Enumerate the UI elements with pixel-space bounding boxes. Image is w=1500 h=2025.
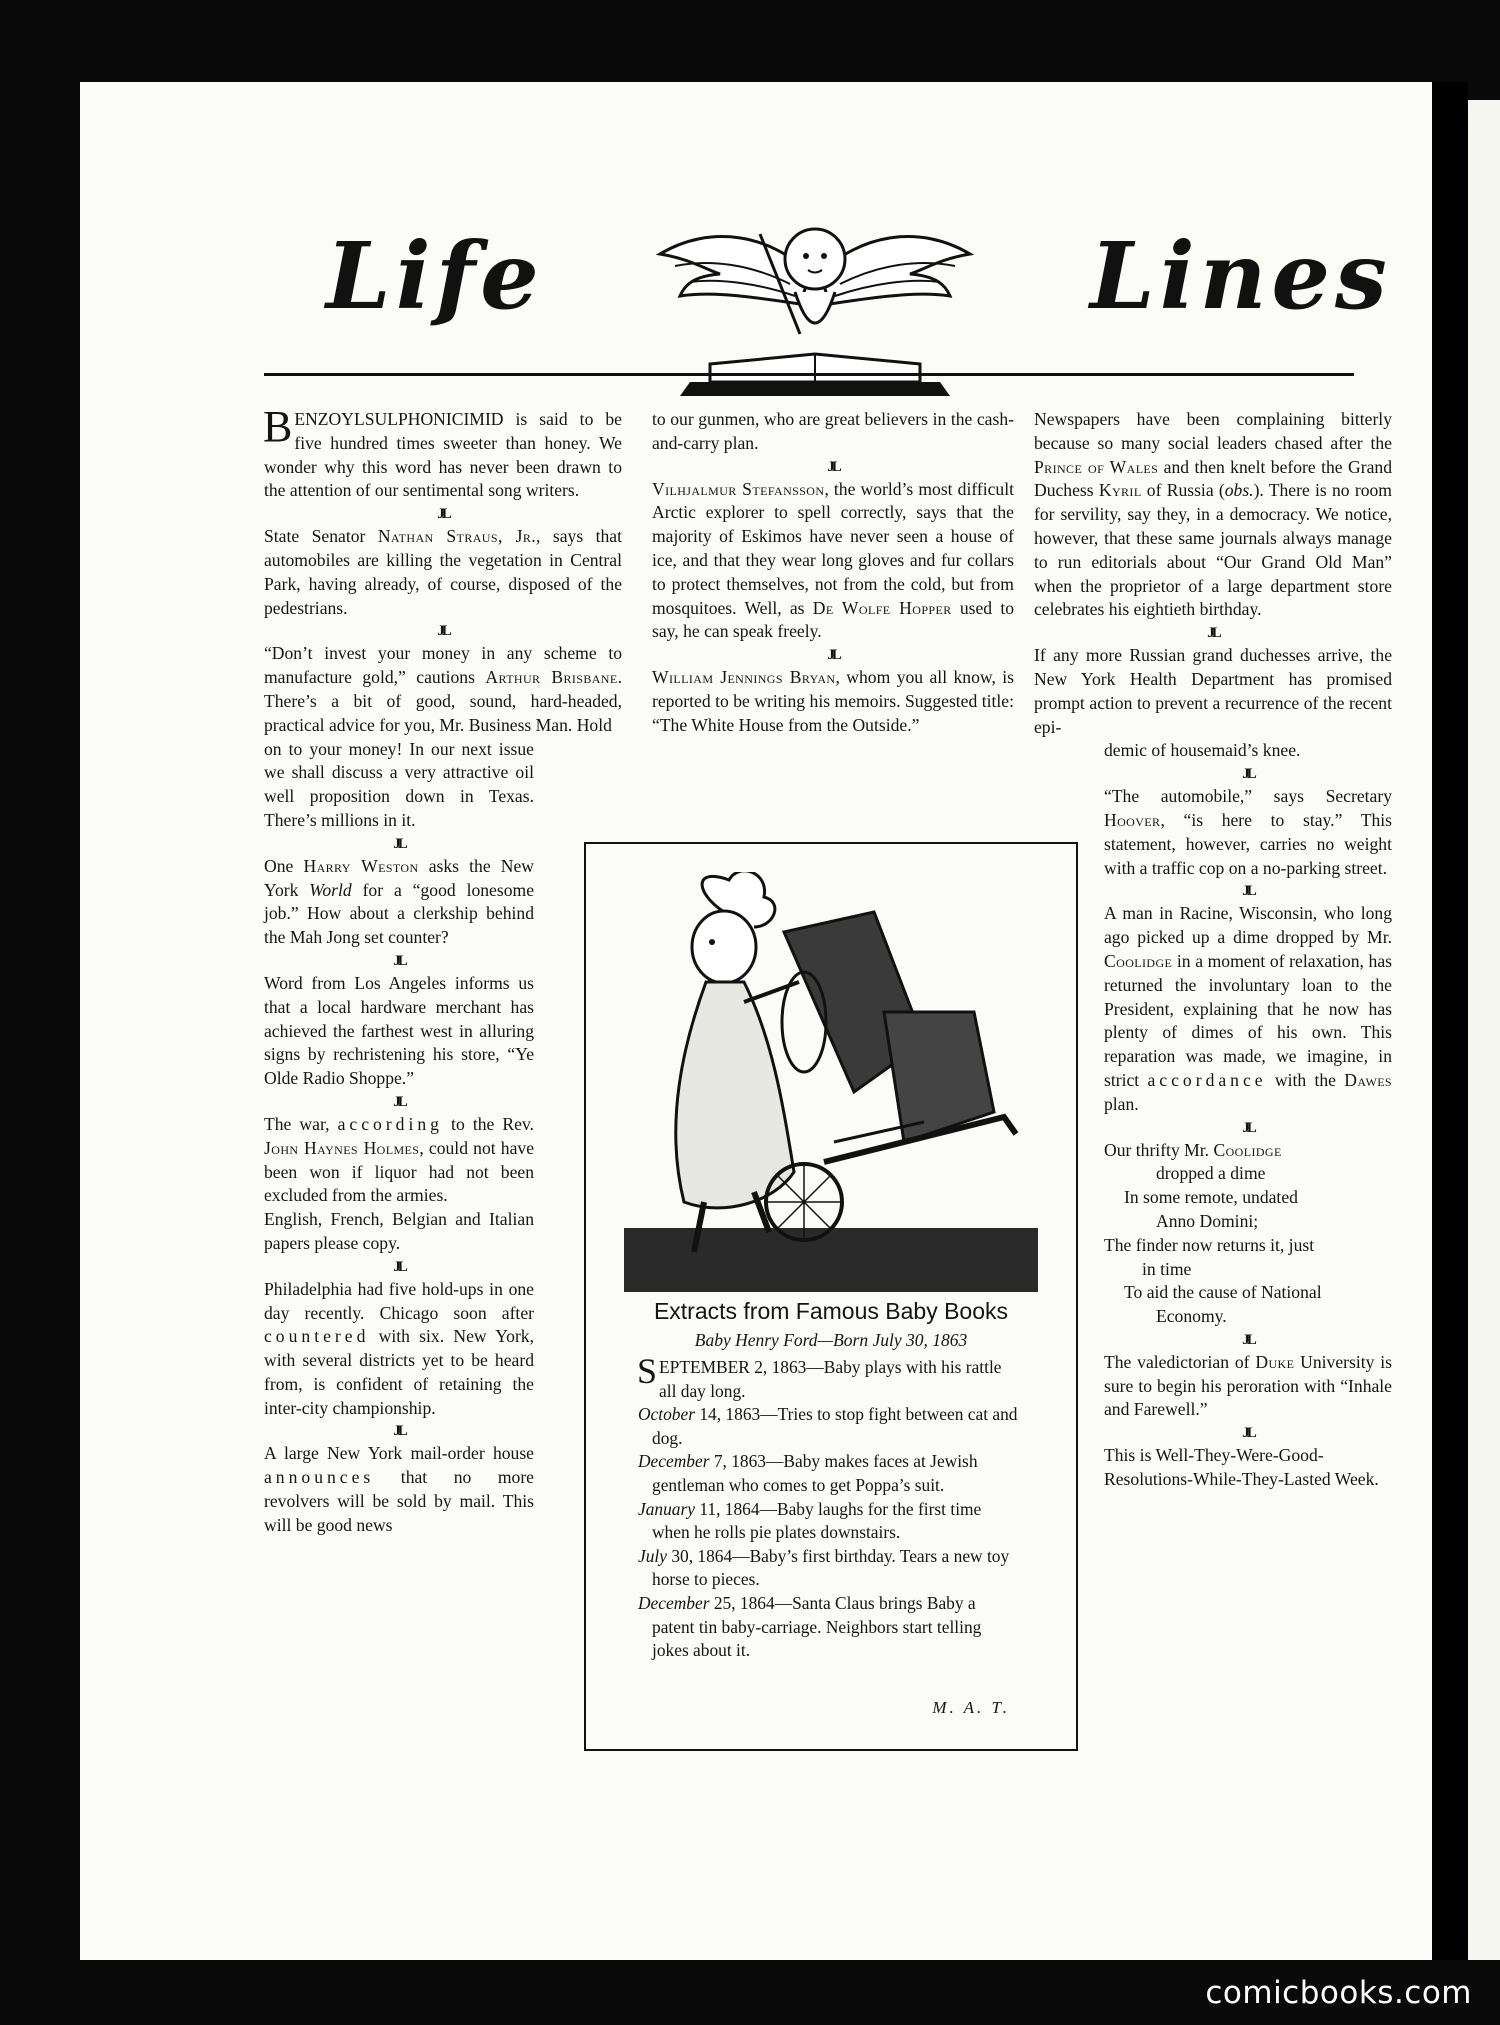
text-run: on to your money! In our next issue we shall discuss a very attractive oil well proposition down in Texas. There’s millions in it.: [264, 738, 534, 830]
paragraph-brisbane: [264, 642, 622, 737]
text-run: English, French, Belgian and Italian papers please copy.: [264, 1209, 534, 1253]
person-name: Kyril: [1098, 480, 1142, 501]
entry-text: —Santa Claus brings Baby a patent tin baby-carriage. Neighbors start telling jokes about it.: [652, 1592, 982, 1661]
spaced-word: announces: [264, 1467, 375, 1488]
person-name: De Wolfe Hopper: [812, 597, 952, 618]
text-run: This is Well-They-Were-Good-Resolutions-While-They-Lasted Week.: [1104, 1445, 1379, 1490]
entry-day-year: 11, 1864: [695, 1498, 760, 1519]
ornament: JL: [827, 647, 839, 664]
text-run: The war,: [264, 1113, 338, 1134]
entry-text: —Baby plays with his rattle all day long.: [659, 1357, 1002, 1401]
page-gutter: [1432, 82, 1468, 1960]
text-run: in a moment of relaxation, has returned the involuntary loan to the President, explaining that he now has plenty of dimes of his own. This reparation was made, we imagine, in strict: [1104, 950, 1392, 1090]
ornament: JL: [1242, 1119, 1254, 1136]
column-1: [263, 402, 622, 1538]
text-run: The valedictorian of: [1104, 1351, 1256, 1372]
newspaper-name: World: [309, 879, 352, 900]
entry-5: [638, 1545, 1022, 1592]
entry-6: [638, 1592, 1022, 1663]
person-name: Dawes: [1344, 1069, 1393, 1090]
poem-line: Anno Domini;: [1156, 1210, 1259, 1231]
masthead-rule: [264, 373, 1354, 376]
entry-month: October: [638, 1404, 695, 1425]
ornament: JL: [393, 952, 405, 969]
paragraph-stefansson: [652, 478, 1014, 645]
box-title: Extracts from Famous Baby Books: [653, 1298, 1009, 1324]
entry-day-year: 7, 1863: [709, 1451, 766, 1472]
entry-text: —Baby makes faces at Jewish gentleman who comes to get Poppa’s suit.: [652, 1451, 978, 1495]
site-watermark: comicbooks.com: [1205, 1975, 1472, 2011]
box-signature: M. A. T.: [932, 1698, 1010, 1717]
entry-text: —Baby’s first birthday. Tears a new toy horse to pieces.: [652, 1545, 1010, 1590]
person-name: Coolidge: [1213, 1139, 1282, 1160]
paragraph-gunmen: [652, 408, 1014, 456]
poem-line: dropped a dime: [1156, 1163, 1266, 1184]
ornament: JL: [1242, 1331, 1254, 1348]
baby-books-box: [584, 842, 1078, 1751]
spaced-word: accordance: [1147, 1069, 1267, 1090]
text-run: “The automobile,” says Secretary: [1104, 786, 1392, 807]
entry-4: [638, 1498, 1022, 1545]
ornament: JL: [393, 835, 405, 852]
person-name: Hoover: [1104, 809, 1161, 830]
paragraph-benzoyl: [263, 402, 622, 503]
entry-text: —Baby laughs for the first time when he rolls pie plates downstairs.: [652, 1498, 982, 1543]
text-run: to the Rev.: [442, 1113, 534, 1134]
paragraph-hoover: [1034, 785, 1392, 880]
ornament: JL: [393, 1423, 405, 1440]
drop-cap: B: [263, 402, 293, 451]
text-run: , could not have been won if liquor had not been excluded from the armies.: [264, 1137, 534, 1206]
entry-2: [638, 1403, 1022, 1450]
paragraph-straus: [264, 525, 622, 620]
text-run: used to say, he can speak freely.: [652, 597, 1015, 642]
drop-cap: S: [637, 1351, 658, 1391]
entry-day-year: 14, 1863: [695, 1404, 761, 1425]
text-run: State Senator: [264, 526, 378, 547]
person-name: Arthur Brisbane: [485, 667, 618, 688]
entry-date: EPTEMBER 2, 1863: [659, 1357, 807, 1377]
ornament: JL: [393, 1093, 405, 1110]
text-run: demic of housemaid’s knee.: [1104, 740, 1301, 761]
masthead-left-word: Life: [326, 222, 544, 330]
baby-book-entries: [637, 1351, 1022, 1663]
person-name: Nathan Straus, Jr.: [377, 526, 537, 547]
poem-line: In some remote, undated: [1124, 1187, 1298, 1208]
poem-line: [1104, 1139, 1392, 1163]
paragraph-holmes: [264, 1113, 534, 1208]
paragraph-papers: [264, 1208, 534, 1256]
text-run: plan.: [1104, 1093, 1139, 1114]
person-name: Duke: [1255, 1351, 1295, 1372]
text-run: Newspapers have been complaining bitterly because so many social leaders chased after the: [1034, 409, 1392, 453]
text-run: , “is here to stay.” This statement, however, carries no weight with a traffic cop on a no-parking street.: [1104, 809, 1392, 878]
text-run: to our gunmen, who are great believers in the cash-and-carry plan.: [652, 409, 1014, 453]
text-run: Philadelphia had five hold-ups in one day recently. Chicago soon after: [264, 1278, 534, 1323]
paragraph-los-angeles: [264, 972, 534, 1091]
text-run: Word from Los Angeles informs us that a local hardware merchant has achieved the farthest west in alluring signs by rechristening his store, “Ye Olde Radio Shoppe.”: [264, 972, 534, 1089]
spaced-word: countered: [264, 1326, 370, 1347]
ornament: JL: [827, 458, 839, 475]
column-2: [652, 408, 1014, 738]
paragraph-bryan: [652, 666, 1014, 737]
person-name: William Jennings Bryan: [652, 667, 836, 688]
text-run: of Russia (: [1141, 480, 1225, 501]
person-name: Coolidge: [1104, 950, 1173, 971]
entry-month: December: [638, 1451, 710, 1472]
paragraph-weston: [264, 855, 534, 950]
ornament: JL: [437, 506, 449, 523]
poem-line: The finder now returns it, just: [1104, 1234, 1315, 1255]
magazine-page: [80, 82, 1432, 1960]
entry-text: —Tries to stop fight between cat and dog.: [652, 1404, 1018, 1448]
text-run: asks the New York: [264, 855, 534, 900]
text-run: A large New York mail-order house: [264, 1443, 534, 1464]
paragraph-racine: [1034, 902, 1392, 1116]
text-run: that no more revolvers will be sold by mail. This will be good news: [264, 1467, 534, 1535]
ornament: JL: [1207, 625, 1219, 642]
paragraph-holdups: [264, 1278, 534, 1421]
person-name: Harry Weston: [303, 855, 419, 876]
text-run: “Don’t invest your money in any scheme to manufacture gold,” cautions: [264, 643, 622, 688]
italic-word: obs.: [1224, 480, 1254, 501]
text-run: University is sure to begin his peroration with “Inhale and Farewell.”: [1104, 1351, 1392, 1420]
entry-month: December: [638, 1592, 710, 1613]
poem-line: To aid the cause of National: [1124, 1282, 1322, 1303]
ornament: JL: [1242, 883, 1254, 900]
masthead-right-word: Lines: [1090, 222, 1392, 330]
text-run: A man in Racine, Wisconsin, who long ago picked up a dime dropped by Mr.: [1104, 903, 1392, 948]
entry-day-year: 25, 1864: [709, 1592, 775, 1613]
text-run: with the: [1266, 1069, 1345, 1090]
ornament: JL: [393, 1258, 405, 1275]
paragraph-duchesses: [1034, 644, 1392, 739]
entry-1: [637, 1351, 1022, 1403]
paragraph-resolutions: [1034, 1444, 1392, 1492]
poem-line: Economy.: [1156, 1306, 1227, 1327]
coolidge-poem: [1034, 1139, 1392, 1329]
person-name: Vilhjalmur Stefansson: [652, 478, 825, 499]
paragraph-duke: [1034, 1351, 1392, 1422]
ornament: JL: [437, 623, 449, 640]
text-run: , whom you all know, is reported to be writing his memoirs. Suggested title: “The White House from the Outside.”: [652, 667, 1014, 735]
text-run: If any more Russian grand duchesses arrive, the New York Health Department has promised prompt action to prevent a recurrence of the recent epi-: [1034, 645, 1392, 737]
text-run: , says that automobiles are killing the vegetation in Central Park, having already, of course, disposed of the pedestrians.: [264, 526, 622, 618]
column-3: [1034, 408, 1392, 1492]
text-run: . There’s a bit of good, sound, hard-headed, practical advice for you, Mr. Business Man. Hold: [264, 667, 622, 735]
ornament: JL: [1242, 766, 1254, 783]
spaced-word: according: [337, 1113, 443, 1134]
ornament: JL: [1242, 1425, 1254, 1442]
paragraph-newspapers: [1034, 408, 1392, 622]
paragraph-duchesses-cont: [1034, 739, 1392, 763]
entry-month: January: [638, 1498, 695, 1519]
text-run: One: [264, 855, 304, 876]
text-run: , the world’s most difficult Arctic explorer to spell correctly, says that the majority of Eskimos have never seen a house of ice, and that they wear long gloves and fur collars to protect themselves, not from the cold, but from mosquitoes. Well, as: [652, 478, 1015, 618]
text-run: Our thrifty Mr.: [1104, 1139, 1214, 1160]
paragraph-mail-order: [264, 1442, 534, 1537]
facing-page-edge: [1468, 100, 1500, 1960]
entry-3: [638, 1450, 1022, 1497]
paragraph-brisbane-cont: [264, 738, 534, 833]
box-subtitle: Baby Henry Ford—Born July 30, 1863: [694, 1330, 968, 1350]
person-name: John Haynes Holmes: [264, 1137, 420, 1158]
baby-with-carriage-illustration: [624, 872, 1038, 1292]
text-run: with six. New York, with several districts yet to be heard from, is confident of retaining the inter-city championship.: [264, 1326, 534, 1418]
poem-line: in time: [1142, 1258, 1192, 1279]
text-run: and then knelt before the Grand Duchess: [1034, 456, 1392, 501]
text-run: for a “good lonesome job.” How about a clerkship behind the Mah Jong set counter?: [264, 879, 535, 948]
entry-day-year: 30, 1864: [666, 1545, 733, 1566]
person-name: Prince of Wales: [1034, 456, 1159, 477]
text-run: ). There is no room for servility, say they, in a democracy. We notice, however, that these same journals always manage to run editorials about “Our Grand Old Man” when the proprietor of a large department store celebrates his eightieth birthday.: [1034, 480, 1392, 620]
entry-month: July: [638, 1545, 667, 1566]
paragraph-text: ENZOYLSULPHONICIMID is said to be five hundred times sweeter than honey. We wonder why this word has never been drawn to the attention of our sentimental song writers.: [264, 409, 622, 501]
